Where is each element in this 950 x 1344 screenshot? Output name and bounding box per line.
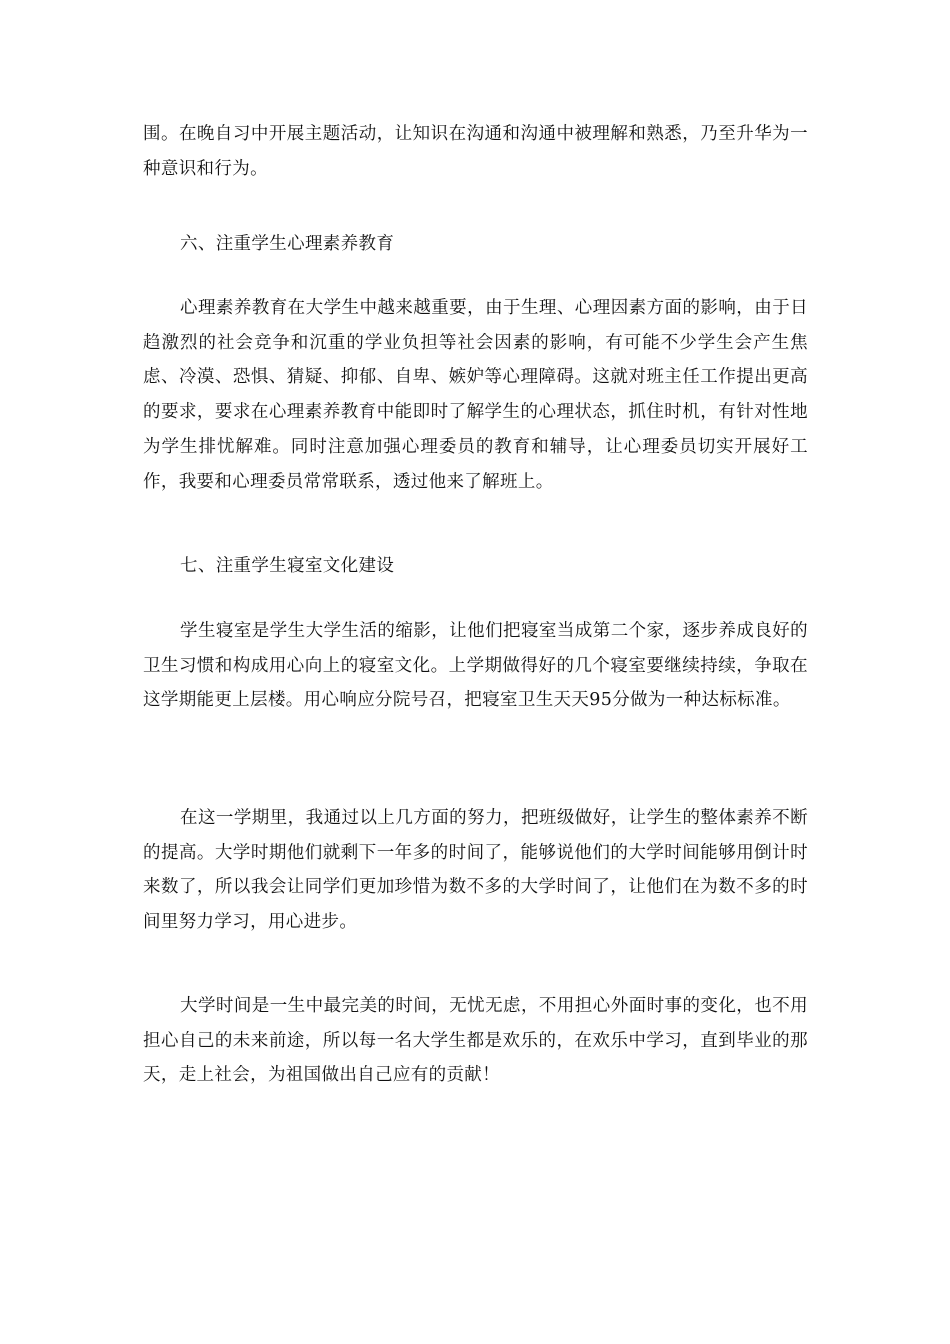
paragraph-conclusion: 大学时间是一生中最完美的时间，无忧无虑，不用担心外面时事的变化，也不用担心自己的未来前途，所以每一名大学生都是欢乐的，在欢乐中学习，直到毕业的那天，走上社会，为祖国做出自己应有的贡献！ <box>143 996 808 1086</box>
section-heading-6: 六、注重学生心理素养教育 <box>180 234 395 254</box>
paragraph-dormitory: 学生寝室是学生大学生活的缩影，让他们把寝室当成第二个家，逐步养成良好的卫生习惯和构成用心向上的寝室文化。上学期做得好的几个寝室要继续持续，争取在这学期能更上层楼。用心响应分院号召，把寝室卫生天天95分做为一种达标标准。 <box>143 621 808 711</box>
paragraph-semester: 在这一学期里，我通过以上几方面的努力，把班级做好，让学生的整体素养不断的提高。大学时期他们就剩下一年多的时间了，能够说他们的大学时间能够用倒计时来数了，所以我会让同学们更加珍惜为数不多的大学时间了，让他们在为数不多的时间里努力学习，用心进步。 <box>143 808 808 933</box>
paragraph-continuation: 围。在晚自习中开展主题活动，让知识在沟通和沟通中被理解和熟悉，乃至升华为一种意识和行为。 <box>143 124 808 179</box>
section-heading-7: 七、注重学生寝室文化建设 <box>180 556 395 576</box>
paragraph-psychology: 心理素养教育在大学生中越来越重要，由于生理、心理因素方面的影响，由于日趋激烈的社会竞争和沉重的学业负担等社会因素的影响，有可能不少学生会产生焦虑、冷漠、恐惧、猜疑、抑郁、自卑、嫉妒等心理障碍。这就对班主任工作提出更高的要求，要求在心理素养教育中能即时了解学生的心理状态，抓住时机，有针对性地为学生排忧解难。同时注意加强心理委员的教育和辅导，让心理委员切实开展好工作，我要和心理委员常常联系，透过他来了解班上。 <box>143 298 808 492</box>
